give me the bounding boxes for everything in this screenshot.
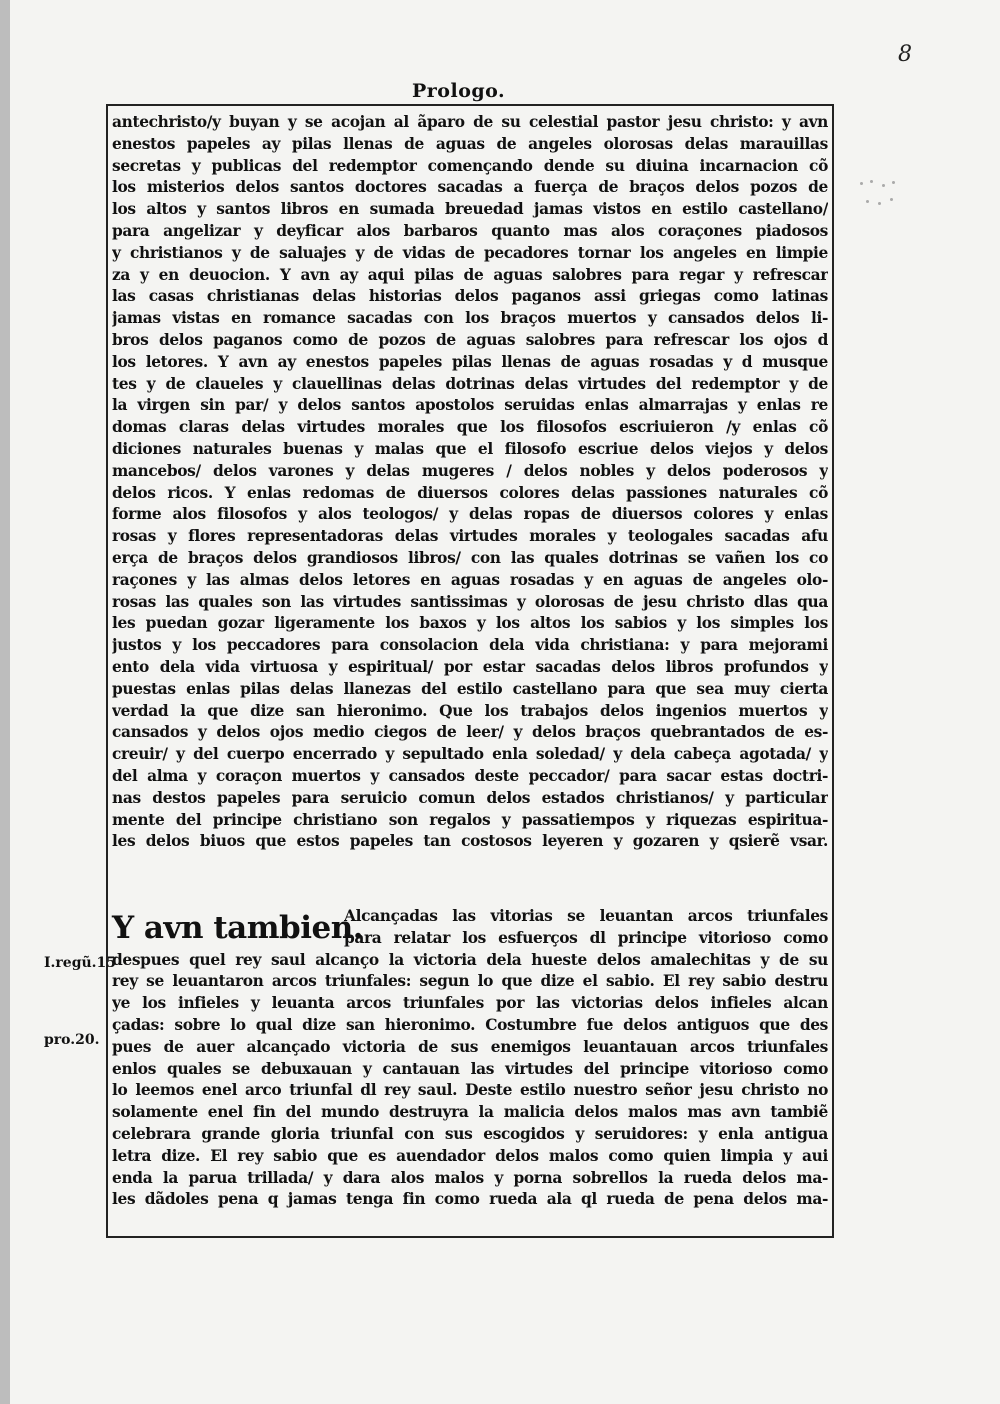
text-line: las casas christianas delas historias delos paganos assi griegas como latinas: [112, 287, 828, 306]
text-line: enestos papeles ay pilas llenas de aguas de angeles olorosas delas marauillas: [112, 134, 828, 153]
text-line: los altos y santos libros en sumada breuedad jamas vistos en estilo castellano/: [112, 200, 828, 219]
text-line: forme alos filosofos y alos teologos/ y delas ropas de diuersos colores y enlas: [112, 505, 828, 524]
drop-section: [112, 906, 828, 1211]
text-line: enlos quales se debuxauan y cantauan las virtudes del principe vitorioso como: [112, 1059, 828, 1078]
text-line: despues quel rey saul alcanço la victoria dela hueste delos amalechitas y de su: [112, 950, 828, 969]
text-line: secretas y publicas del redemptor començando dende su diuina incarnacion cõ: [112, 156, 828, 175]
text-line: mente del principe christiano son regalos y passatiempos y riquezas espiritua-: [112, 810, 828, 829]
text-line: delos ricos. Y enlas redomas de diuersos colores delas passiones naturales cõ: [112, 483, 828, 502]
text-line: domas claras delas virtudes morales que los filosofos escriuieron /y enlas cõ: [112, 418, 828, 437]
text-line: bros delos paganos como de pozos de aguas salobres para refrescar los ojos d: [112, 330, 828, 349]
continuation-text-block: [112, 950, 828, 1212]
margin-citation: I.regũ.15: [44, 955, 117, 971]
folio-number: 8: [898, 42, 912, 67]
text-line: puestas enlas pilas delas llanezas del estilo castellano para que sea muy cierta: [112, 679, 828, 698]
text-line: creuir/ y del cuerpo encerrado y sepultado enla soledad/ y dela cabeça agotada/ y: [112, 745, 828, 764]
text-line: cansados y delos ojos medio ciegos de leer/ y delos braços quebrantados de es-: [112, 723, 828, 742]
text-line: ye los infieles y leuanta arcos triunfales por las victorias delos infieles alcan: [112, 994, 828, 1013]
running-head: Prologo.: [412, 80, 506, 102]
text-line: nas destos papeles para seruicio comun delos estados christianos/ y particular: [112, 788, 828, 807]
text-line: les dãdoles pena q jamas tenga fin como rueda ala ql rueda de pena delos ma-: [112, 1190, 828, 1209]
text-line: pues de auer alcançado victoria de sus enemigos leuantauan arcos triunfales: [112, 1037, 828, 1056]
text-line: rey se leuantaron arcos triunfales: segun lo que dize el sabio. El rey sabio destru: [112, 972, 828, 991]
text-line: ento dela vida virtuosa y espiritual/ por estar sacadas delos libros profundos y: [112, 657, 828, 676]
text-line: enda la parua trillada/ y dara alos malos y porna sobrellos la rueda delos ma-: [112, 1168, 828, 1187]
margin-citation: pro.20.: [44, 1032, 100, 1048]
text-line: les delos biuos que estos papeles tan costosos leyeren y gozaren y qsierẽ vsar.: [112, 832, 828, 851]
text-line: erça de braços delos grandiosos libros/ con las quales dotrinas se vañen los co: [112, 548, 828, 567]
text-line: rosas y flores representadoras delas virtudes morales y teologales sacadas afu: [112, 527, 828, 546]
text-line: rosas las quales son las virtudes santissimas y olorosas de jesu christo dlas qua: [112, 592, 828, 611]
text-line: mancebos/ delos varones y delas mugeres / delos nobles y delos poderosos y: [112, 461, 828, 480]
text-line: la virgen sin par/ y delos santos apostolos seruidas enlas almarrajas y enlas re: [112, 396, 828, 415]
text-line: jamas vistas en romance sacadas con los braços muertos y cansados delos li-: [112, 309, 828, 328]
main-text-block: [112, 112, 828, 853]
text-line: Alcançadas las vitorias se leuantan arcos triunfales: [344, 907, 828, 925]
text-line: lo leemos enel arco triunfal dl rey saul. Deste estilo nuestro señor jesu christo no: [112, 1081, 828, 1100]
faint-marginal-mark: [856, 176, 902, 212]
text-line: solamente enel fin del mundo destruyra la malicia delos malos mas avn tambiẽ: [112, 1103, 828, 1122]
text-line: les puedan gozar ligeramente los baxos y los altos los sabios y los simples los: [112, 614, 828, 633]
text-line: los misterios delos santos doctores sacadas a fuerça de braços delos pozos de: [112, 178, 828, 197]
text-line: celebrara grande gloria triunfal con sus escogidos y seruidores: y enla antigua: [112, 1124, 828, 1143]
heading-side-text: [344, 906, 828, 950]
text-line: justos y los peccadores para consolacion dela vida christiana: y para mejorami: [112, 636, 828, 655]
text-line: tes y de claueles y clauellinas delas dotrinas delas virtudes del redemptor y de: [112, 374, 828, 393]
drop-heading-row: [112, 906, 828, 950]
text-line: letra dize. El rey sabio que es auendador delos malos como quien limpia y aui: [112, 1146, 828, 1165]
text-line: raçones y las almas delos letores en aguas rosadas y en aguas de angeles olo-: [112, 570, 828, 589]
text-line: antechristo/y buyan y se acojan al ãparo de su celestial pastor jesu christo: y avn: [112, 113, 828, 131]
text-line: çadas: sobre lo qual dize san hieronimo. Costumbre fue delos antiguos que des: [112, 1015, 828, 1034]
text-line: za y en deuocion. Y avn ay aqui pilas de aguas salobres para regar y refrescar: [112, 265, 828, 284]
binding-edge: [0, 0, 10, 1404]
text-line: y christianos y de saluajes y de vidas de pecadores tornar los angeles en limpie: [112, 243, 828, 262]
text-line: diciones naturales buenas y malas que el filosofo escriue delos viejos y delos: [112, 439, 828, 458]
text-line: los letores. Y avn ay enestos papeles pilas llenas de aguas rosadas y d musque: [112, 352, 828, 371]
text-line: verdad la que dize san hieronimo. Que los trabajos delos ingenios muertos y: [112, 701, 828, 720]
section-heading: Y avn tambien.: [112, 910, 364, 946]
text-line: del alma y coraçon muertos y cansados deste peccador/ para sacar estas doctri-: [112, 766, 828, 785]
text-line: para angelizar y deyficar alos barbaros quanto mas alos coraçones piadosos: [112, 221, 828, 240]
text-line: para relatar los esfuerços dl principe vitorioso como: [344, 928, 828, 947]
